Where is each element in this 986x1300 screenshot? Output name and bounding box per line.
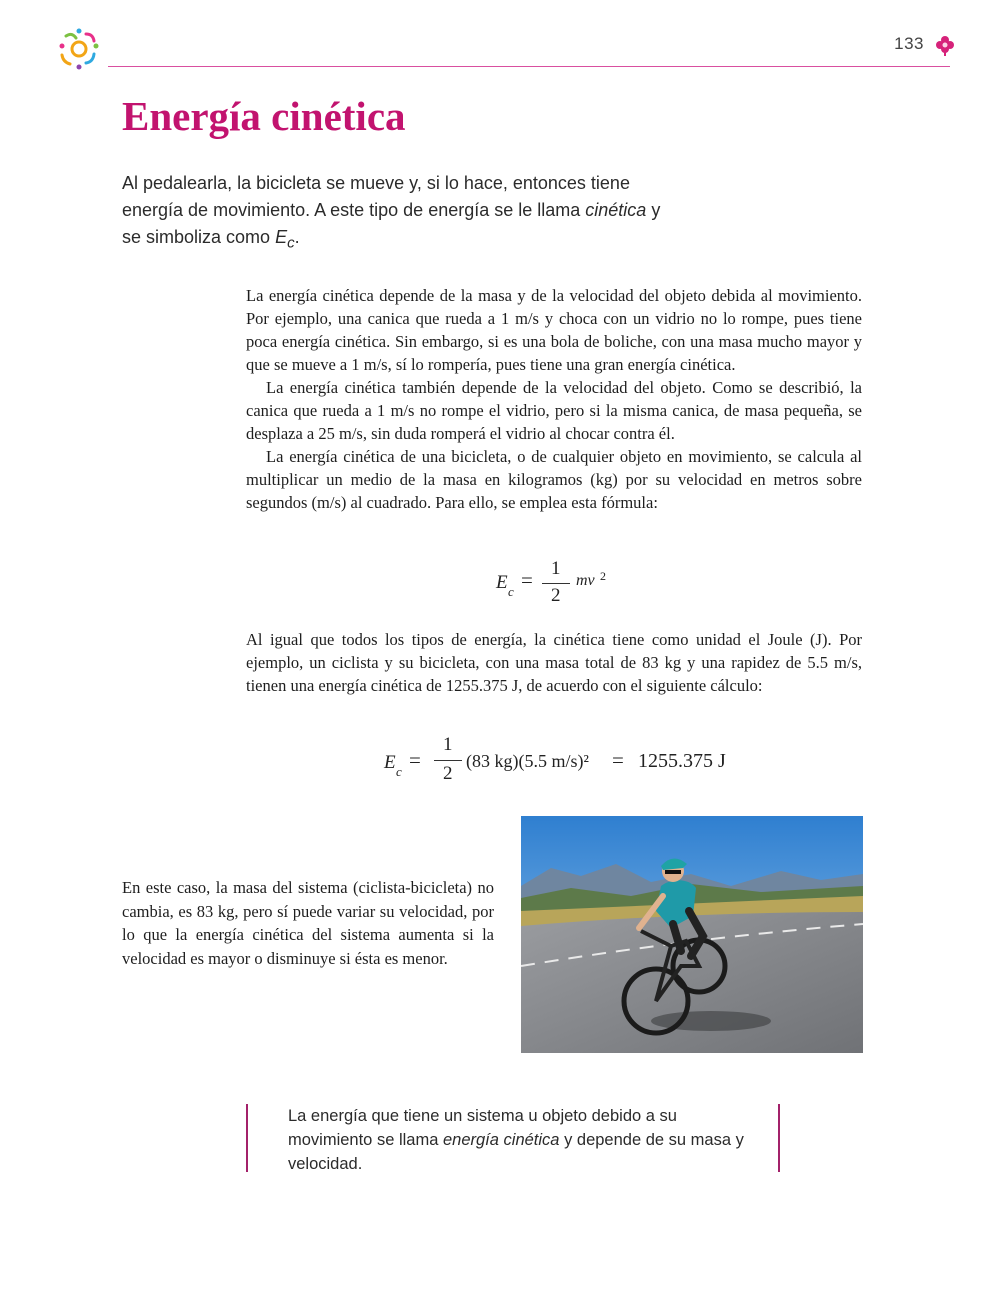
intro-text-2: y se simboliza como	[122, 200, 661, 247]
pink-flower-icon	[934, 34, 956, 56]
header-rule	[108, 66, 950, 67]
intro-symbol: E	[275, 227, 288, 247]
page-number: 133	[894, 34, 924, 53]
intro-end: .	[294, 227, 300, 247]
body-paragraphs	[246, 284, 862, 514]
calc-expression: (83 kg)(5.5 m/s)²	[466, 751, 589, 771]
formula-fraction-line	[542, 583, 570, 584]
cyclist-on-road-photo	[521, 816, 863, 1053]
calc-equals: =	[409, 748, 421, 772]
intro-text: Al pedalearla, la bicicleta se mueve y, si lo hace, entonces tiene energía de movimiento. A este tipo de energía se le llama	[122, 173, 630, 220]
formula-lhs: E	[496, 572, 508, 593]
callout-text: La energía que tiene un sistema u objeto debido a su movimiento se llama	[288, 1107, 677, 1149]
paragraph-mass-velocity: La energía cinética depende de la masa y de la velocidad del objeto debida al movimiento. Por ejemplo, una canica que rueda a 1 m/s y choca con un vidrio no lo rompe, pues tiene poca energía cinética. Sin embargo, si es una bola de boliche, con una masa mucho mayor y que se mueve a 1 m/s, sí lo rompería, pues tiene una gran energía cinética.	[246, 286, 862, 374]
joule-paragraph-block	[246, 628, 862, 697]
formula-denominator: 2	[551, 585, 561, 606]
intro-emphasis: cinética	[585, 200, 647, 220]
calc-equals-2: =	[612, 748, 624, 772]
calc-lhs-sub: c	[396, 764, 402, 779]
calc-fraction-line	[434, 760, 462, 761]
formula-rhs: mv	[576, 572, 595, 589]
formula-lhs-sub: c	[508, 584, 514, 599]
kinetic-energy-definition-callout	[288, 1104, 758, 1176]
system-mass-paragraph: En este caso, la masa del sistema (ciclista-bicicleta) no cambia, es 83 kg, pero sí puede variar su velocidad, por lo que la energía cinética del sistema aumenta si la velocidad es mayor o disminuye si ésta es menor.	[122, 878, 494, 968]
page-title: Energía cinética	[122, 93, 406, 139]
formula-equals: =	[521, 568, 533, 592]
formula-numerator: 1	[551, 558, 561, 579]
calc-denominator: 2	[443, 763, 453, 784]
paragraph-velocity: La energía cinética también depende de la velocidad del objeto. Como se describió, la canica que rueda a 1 m/s no rompe el vidrio, pero si la misma canica, de masa pequeña, se desplaza a 25 m/s, sin duda romperá el vidrio al chocar contra él.	[246, 378, 862, 443]
formula-exponent: 2	[600, 569, 606, 583]
intro-paragraph	[122, 170, 662, 257]
callout-right-bar	[778, 1104, 780, 1172]
kinetic-energy-formula	[496, 558, 656, 608]
kinetic-energy-calculation	[384, 734, 764, 784]
callout-left-bar	[246, 1104, 248, 1172]
callout-text-2: y depende de su masa y velocidad.	[288, 1131, 744, 1173]
paragraph-formula-intro: La energía cinética de una bicicleta, o de cualquier objeto en movimiento, se calcula al multiplicar un medio de la masa en kilogramos (kg) por su velocidad en metros sobre segundos (m/s) al cuadrado. Para ello, se emplea esta fórmula:	[246, 447, 862, 512]
callout-emphasis: energía cinética	[442, 1131, 560, 1149]
paragraph-joule: Al igual que todos los tipos de energía, la cinética tiene como unidad el Joule (J). Por ejemplo, un ciclista y su bicicleta, con una masa total de 83 kg y una rapidez de 5.5 m/s, tienen una energía cinética de 1255.375 J, de acuerdo con el siguiente cálculo:	[246, 630, 862, 695]
intro-symbol-sub: c	[287, 234, 295, 252]
calc-result: 1255.375 J	[638, 750, 726, 772]
colorful-sun-logo-icon	[56, 28, 102, 70]
calc-lhs: E	[384, 752, 396, 773]
calc-numerator: 1	[443, 734, 453, 755]
